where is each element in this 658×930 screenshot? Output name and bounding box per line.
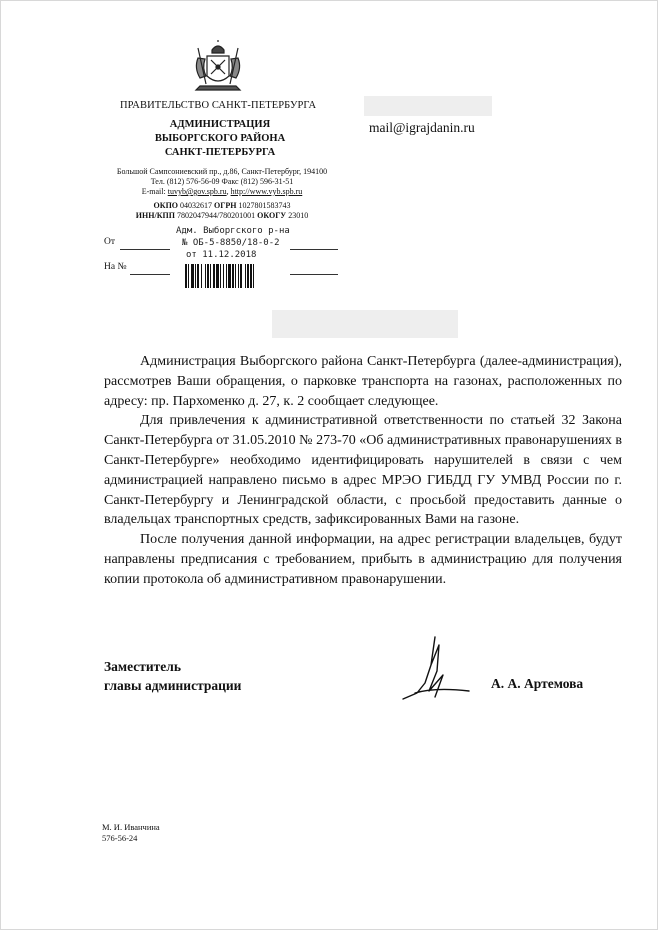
- barcode-bar: [247, 264, 249, 288]
- barcode-bar: [216, 264, 219, 288]
- barcode-bar: [213, 264, 215, 288]
- redacted-salutation: [272, 310, 458, 338]
- barcode-bar: [201, 264, 202, 288]
- barcode-bar: [238, 264, 239, 288]
- barcode-icon: [183, 264, 289, 288]
- stamp-line-1: Адм. Выборгского р-на: [176, 226, 290, 236]
- letter-body: [104, 352, 622, 590]
- barcode-bar: [228, 264, 231, 288]
- coat-of-arms-icon: [192, 40, 244, 96]
- barcode-bar: [185, 264, 187, 288]
- okogu-value: 23010: [288, 211, 309, 220]
- codes-line-2: [100, 211, 344, 221]
- stamp-line-2: № ОБ-5-8850/18-0-2: [182, 238, 280, 248]
- barcode-bar: [232, 264, 234, 288]
- registration-codes: [100, 201, 344, 221]
- recipient-email: mail@igrajdanin.ru: [369, 120, 475, 135]
- paragraph-3: После получения данной информации, на адрес регистрации владельцев, будут направлены предписания с требованием, прибыть в администрацию для получения копии протокола об административном правонарушении.: [104, 532, 622, 587]
- admin-line-3: САНКТ-ПЕТЕРБУРГА: [164, 147, 276, 158]
- government-name: ПРАВИТЕЛЬСТВО САНКТ-ПЕТЕРБУРГА: [120, 100, 317, 111]
- okogu-label: ОКОГУ: [257, 211, 287, 220]
- email-website-line: E-mail: tuvyb@gov.spb.ru, http://www.vyb.spb.ru: [141, 187, 303, 196]
- barcode-bar: [210, 264, 211, 288]
- barcode-bar: [191, 264, 194, 288]
- executor-info: [102, 822, 160, 844]
- admin-email-link[interactable]: tuvyb@gov.spb.ru: [167, 187, 227, 196]
- admin-line-1: АДМИНИСТРАЦИЯ: [169, 119, 271, 130]
- executor-name: М. И. Иванчина: [102, 822, 160, 832]
- from-label: От: [104, 237, 116, 247]
- barcode-bar: [197, 264, 199, 288]
- website-link[interactable]: http://www.vyb.spb.ru: [230, 187, 303, 196]
- barcode-bar: [207, 264, 209, 288]
- barcode-bar: [205, 264, 206, 288]
- okpo-value: 04032617: [180, 201, 213, 210]
- paragraph-1: Администрация Выборгского района Санкт-Петербурга (далее-администрация), рассмотрев Ваши обращения, о парковке транспорта на газонах, расположенных по адресу: пр. Пархоменко д. 27, к. 2 сообщает следующее.: [104, 354, 622, 409]
- barcode-bar: [223, 264, 224, 288]
- executor-phone: 576-56-24: [102, 833, 138, 843]
- barcode-bar: [245, 264, 246, 288]
- barcode-bar: [188, 264, 189, 288]
- signatory-title-line-1: Заместитель: [104, 659, 181, 674]
- barcode-bar: [220, 264, 221, 288]
- signatory-title-line-2: главы администрации: [104, 678, 242, 693]
- barcode-bar: [240, 264, 242, 288]
- signatory-name: А. А. Артемова: [491, 676, 584, 691]
- ogrn-value: 1027801583743: [238, 201, 291, 210]
- redacted-recipient-name: [364, 96, 492, 116]
- paragraph-2: Для привлечения к административной ответственности по статьей 32 Закона Санкт-Петербурга от 31.05.2010 № 273-70 «Об административных правонарушениях в Санкт-Петербурге» необходимо идентифицировать нарушителей в связи с чем администрацией направлено письмо в адрес МРЭО ГИБДД ГУ УМВД России по г. Санкт-Петербургу и Ленинградской области, с просьбой предоставить данные о владельцах транспортных средств, зафиксированных Вами на газоне.: [104, 413, 622, 528]
- handwritten-signature: [395, 635, 475, 705]
- ref-number-label: На №: [104, 262, 127, 272]
- inn-value: 7802047944/780201001: [176, 211, 256, 220]
- barcode-bar: [226, 264, 227, 288]
- phone-fax: Тел. (812) 576-56-09 Факс (812) 596-31-51: [150, 177, 294, 186]
- postal-address: Большой Сампсониевский пр., д.86, Санкт-Петербург, 194100: [116, 167, 328, 176]
- codes-line-1: [100, 201, 344, 211]
- contact-block: [102, 167, 342, 197]
- signatory-title: [104, 657, 241, 695]
- barcode-bar: [253, 264, 254, 288]
- ogrn-label: ОГРН: [214, 201, 237, 210]
- inn-label: ИНН/КПП: [135, 211, 175, 220]
- admin-line-2: ВЫБОРГСКОГО РАЙОНА: [154, 133, 286, 144]
- barcode-bar: [250, 264, 252, 288]
- email-prefix: E-mail:: [141, 187, 168, 196]
- barcode-bar: [195, 264, 196, 288]
- okpo-label: ОКПО: [153, 201, 179, 210]
- barcode-bar: [235, 264, 236, 288]
- stamp-line-3: от 11.12.2018: [186, 250, 257, 260]
- administration-name: [150, 118, 290, 160]
